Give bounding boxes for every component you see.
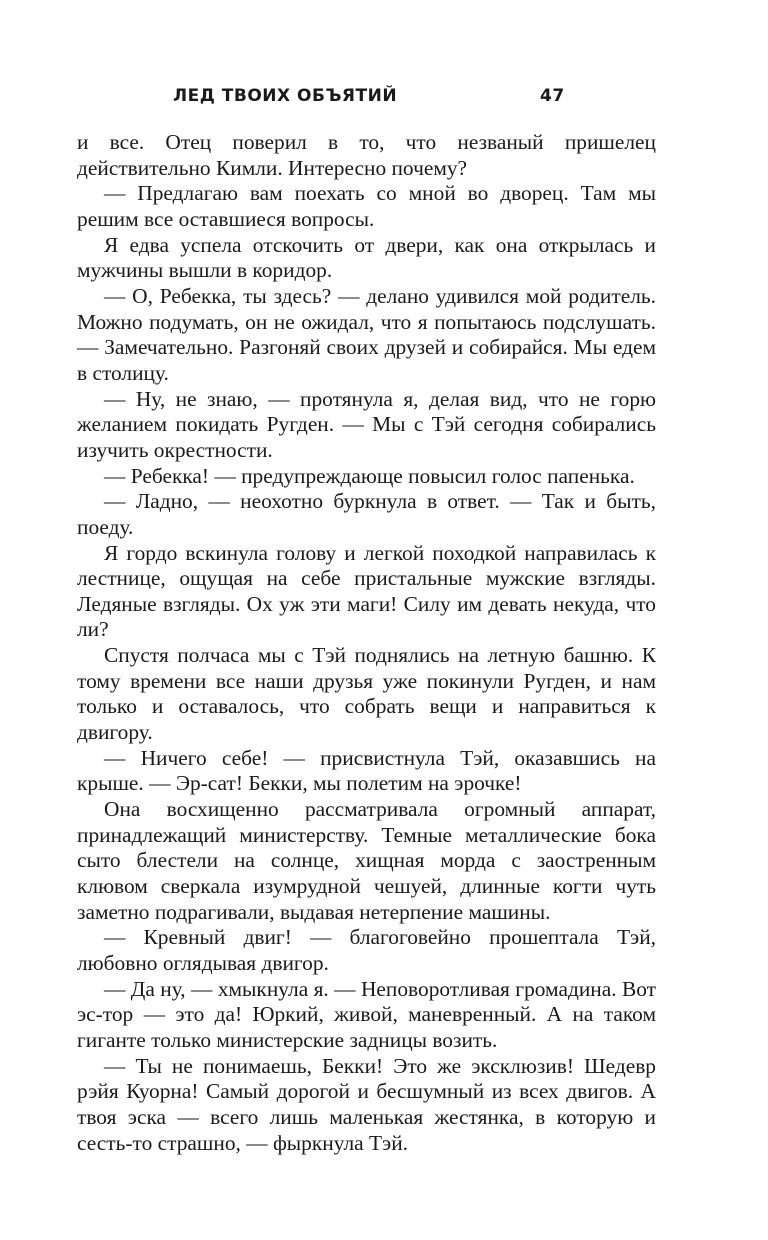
paragraph: — Ну, не знаю, — протянула я, делая вид, что не горю желанием покидать Ругден. — Мы с Тэй сегодня собирались изучить окрестности.: [77, 386, 656, 462]
paragraph: — О, Ребекка, ты здесь? — делано удивился мой родитель. Можно подумать, он не ожидал, что я попытаюсь подслушать. — Замечательно. Разгоняй своих друзей и собирайся. Мы едем в столицу.: [77, 283, 656, 385]
book-page: [77, 82, 656, 1156]
paragraph: Я гордо вскинула голову и легкой походкой направилась к лестнице, ощущая на себе пристальные мужские взгляды. Ледяные взгляды. Ох уж эти маги! Силу им девать некуда, что ли?: [77, 540, 656, 642]
body-text: [77, 130, 656, 1156]
page-number: 47: [540, 86, 565, 106]
book-title: ЛЕД ТВОИХ ОБЪЯТИЙ: [173, 86, 398, 106]
paragraph: Спустя полчаса мы с Тэй поднялись на летную башню. К тому времени все наши друзья уже покинули Ругден, и нам только и оставалось, что собрать вещи и направиться к двигору.: [77, 643, 656, 745]
paragraph: — Ребекка! — предупреждающе повысил голос папенька.: [104, 463, 635, 488]
paragraph: — Предлагаю вам поехать со мной во дворец. Там мы решим все оставшиеся вопросы.: [77, 181, 656, 231]
paragraph: — Ладно, — неохотно буркнула в ответ. — Так и быть, поеду.: [77, 489, 656, 539]
paragraph: Я едва успела отскочить от двери, как она открылась и мужчины вышли в коридор.: [77, 232, 656, 283]
paragraph-continued: и все. Отец поверил в то, что незваный пришелец действительно Кимли. Интересно почему?: [77, 130, 656, 180]
paragraph: Она восхищенно рассматривала огромный аппарат, принадлежащий министерству. Темные металлические бока сыто блестели на солнце, хищная морда с заостренным клювом сверкала изумрудной чешуей, длинные когти чуть заметно подрагивали, выдавая нетерпение машины.: [77, 797, 656, 924]
paragraph: — Кревный двиг! — благоговейно прошептала Тэй, любовно оглядывая двигор.: [77, 925, 656, 975]
paragraph: — Ничего себе! — присвистнула Тэй, оказавшись на крыше. — Эр-сат! Бекки, мы полетим на эрочке!: [77, 745, 656, 796]
running-head: [77, 82, 656, 122]
paragraph: — Ты не понимаешь, Бекки! Это же эксклюзив! Шедевр рэйя Куорна! Самый дорогой и бесшумный из всех двигов. А твоя эска — всего лишь маленькая жестянка, в которую и сесть-то страшно, — фыркнула Тэй.: [77, 1053, 656, 1155]
paragraph: — Да ну, — хмыкнула я. — Неповоротливая громадина. Вот эс-тор — это да! Юркий, живой, маневренный. А на таком гиганте только министерские задницы возить.: [77, 976, 656, 1052]
